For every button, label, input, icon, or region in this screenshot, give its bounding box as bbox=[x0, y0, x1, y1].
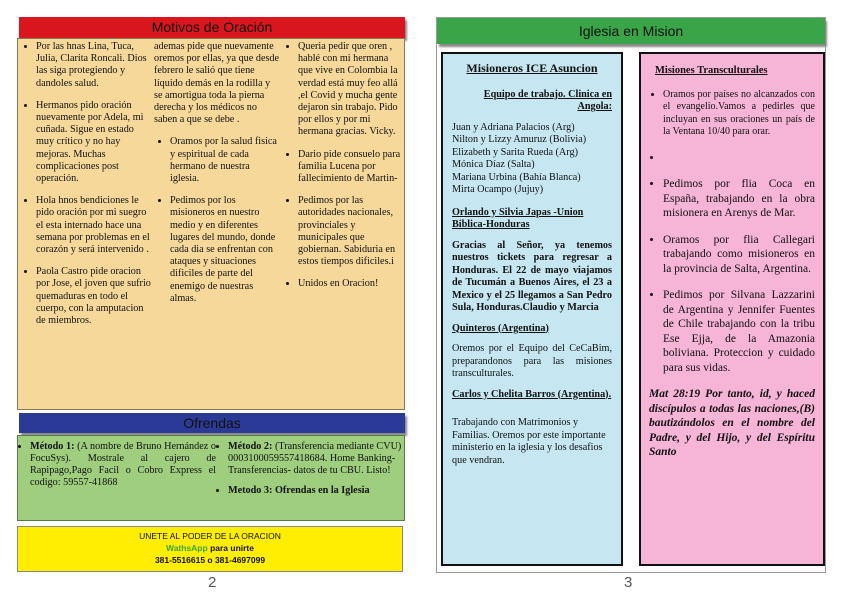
prayer-item: • Dario pide consuelo para familia Lucena por fallecimiento de Martin- bbox=[298, 149, 404, 186]
prayer-item: • Pedimos por los misioneros en nuestro medio y en diferentes lugares del mundo, donde cada dia se enfrentan con ataques y situaciones dificiles de parte del enemigo de nuestras almas. bbox=[170, 195, 280, 305]
metodo-2 bbox=[228, 441, 404, 477]
mission-item: • Pedimos por Silvana Lazzarini de Argentina y Jennifer Fuentes de Chile trabajando con la tribu Ese Ejja, de la Amazonia boliviana. Proteccion y cuidado para sus vidas. bbox=[663, 288, 815, 375]
mission-item: • Oramos por países no alcanzados con el evangelio.Vamos a pedirles que incluyan en sus oraciones un país de la Ventana 10/40 para orar. bbox=[663, 89, 815, 139]
mission-item: • Oramos por flia Callegari trabajando como misioneros en la provincia de Salta, Argentina. bbox=[663, 233, 815, 277]
metodo-2-text: (Transferencia mediante CVU) 0003100059557418684. Home Banking- Transferencias- datos de tu CBU. Listo! bbox=[228, 441, 402, 476]
motivos-header: Motivos de Oración bbox=[19, 17, 405, 38]
transculturales-title: Misiones Transculturales bbox=[655, 65, 768, 76]
metodo-1-text: (A nombre de Bruno Hernández o FocuSys). Mostrale al cajero de Rapipago,Pago Facil o Cobro Express el codigo: 59557-41868 bbox=[30, 441, 216, 488]
equipo-members bbox=[452, 122, 612, 197]
whatsapp-label: WathsApp bbox=[165, 543, 208, 553]
page-number-left: 2 bbox=[208, 574, 217, 591]
member: Mirta Ocampo (Jujuy) bbox=[452, 184, 544, 195]
japas-text: Gracias al Señor, ya tenemos nuestros tickets para regresar a Honduras. El 22 de mayo viajamos de Tucumán a Buenos Aires, el 23 a Mexico y el 25 llegamos a San Pedro Sula, Honduras.Claudio y Marcia bbox=[452, 239, 612, 313]
motivos-column-1 bbox=[20, 41, 152, 337]
quinteros-text: Oremos por el Equipo del CeCaBim, preparandonos para las misiones transculturales. bbox=[452, 343, 612, 379]
member: Elizabeth y Sarita Rueda (Arg) bbox=[452, 146, 578, 158]
mision-header: Iglesia en Mision bbox=[437, 18, 825, 44]
barros-text: Trabajando con Matrimonios y Familias. Oremos por este importante ministerio en la iglesia y los desafios que vendran. bbox=[452, 417, 606, 466]
metodo-3-text: : Ofrendas en la Iglesia bbox=[269, 485, 370, 496]
metodo-3 bbox=[228, 485, 404, 497]
motivos-column-2 bbox=[154, 41, 280, 315]
member: Juan y Adriana Palacios (Arg) bbox=[452, 121, 575, 133]
prayer-item: • Queria pedir que oren , hablé con mi hermana que vive en Colombia la verdad está muy feo allá ,el Covid y mucha gente dejaron sin trabajo. Pido por ellos y por mi hermana gracias. Vicky. bbox=[298, 41, 404, 139]
prayer-item: • Hermanos pido oración nuevamente por Adela, mi cuñada. Sigue en estado muy crítico y no hay mejoras. Muchas complicaciones post operación. bbox=[36, 100, 152, 185]
quinteros-heading: Quinteros (Argentina) bbox=[452, 322, 549, 334]
member: Nilton y Lizzy Amuruz (Bolivia) bbox=[452, 134, 587, 145]
ofrendas-box bbox=[17, 435, 405, 521]
prayer-continuation: ademas pide que nuevamente oremos por ellas, ya que desde febrero le salió que tiene líquido demás en la rodilla y se amortigua toda la pierna derecha y los médicos no saben a que se debe . bbox=[154, 41, 280, 126]
mission-item: • Pedimos por flia Coca en España, trabajando en la obra misionera en Arenys de Mar. bbox=[663, 177, 815, 221]
member: Mariana Urbina (Bahía Blanca) bbox=[452, 171, 581, 183]
unete-title: UNETE AL PODER DE LA ORACION bbox=[139, 531, 281, 541]
prayer-item: • Oramos por la salud fisica y espiritual de cada hermano de nuestra iglesia. bbox=[170, 136, 280, 185]
page-number-right: 3 bbox=[624, 574, 633, 591]
prayer-item: • Por las hnas Lina, Tuca, Julia, Clarita Roncali. Dios las siga protegiendo y dandoles salud. bbox=[36, 41, 152, 90]
bible-verse: Mat 28:19 Por tanto, id, y haced discípulos a todas las naciones,(B) bautizándolos en el nombre del Padre, y del Hijo, y del Espíritu Santo bbox=[649, 388, 815, 458]
prayer-item: • Unidos en Oracion! bbox=[298, 278, 404, 290]
motivos-column-3 bbox=[282, 41, 404, 301]
prayer-item: • Pedimos por las autoridades nacionales, provinciales y municipales que gobiernan. Sabiduria en estos tiempos dificiles.i bbox=[298, 195, 404, 268]
japas-heading: Orlando y Silvia Japas -Union Biblica-Honduras bbox=[452, 206, 584, 230]
unete-phones: 381-5516615 o 381-4697099 bbox=[154, 555, 266, 565]
metodo-3-label: Metodo 3 bbox=[228, 485, 270, 496]
ofrendas-header: Ofrendas bbox=[19, 413, 405, 433]
misioneros-ice-box bbox=[441, 52, 623, 566]
barros-heading: Carlos y Chelita Barros (Argentina). bbox=[452, 388, 612, 400]
unete-join-text: para unirte bbox=[207, 543, 254, 553]
ofrendas-column-1 bbox=[20, 441, 216, 497]
metodo-2-label: Método 2: bbox=[228, 441, 273, 452]
ice-title: Misioneros ICE Asuncion bbox=[466, 61, 598, 75]
equipo-heading: Equipo de trabajo. Clinica en Angola: bbox=[483, 88, 612, 112]
metodo-1-label: Método 1: bbox=[30, 441, 75, 452]
metodo-1 bbox=[30, 441, 216, 489]
mission-item-empty bbox=[663, 151, 815, 166]
unete-box bbox=[17, 526, 403, 572]
prayer-item: • Hola hnos bendiciones le pido oración por mi suegro el esta internado hace una semana por problemas en el corazón y será intervenido . bbox=[36, 195, 152, 256]
prayer-item: • Paola Castro pide oracion por Jose, el joven que sufrio quemaduras en todo el cuerpo, con la amputacion de miembros. bbox=[36, 266, 152, 327]
transculturales-box bbox=[639, 52, 825, 566]
ofrendas-column-2 bbox=[218, 441, 404, 505]
member: Mónica Díaz (Salta) bbox=[452, 159, 535, 170]
unete-whatsapp-line bbox=[18, 542, 402, 554]
motivos-box bbox=[17, 38, 405, 410]
